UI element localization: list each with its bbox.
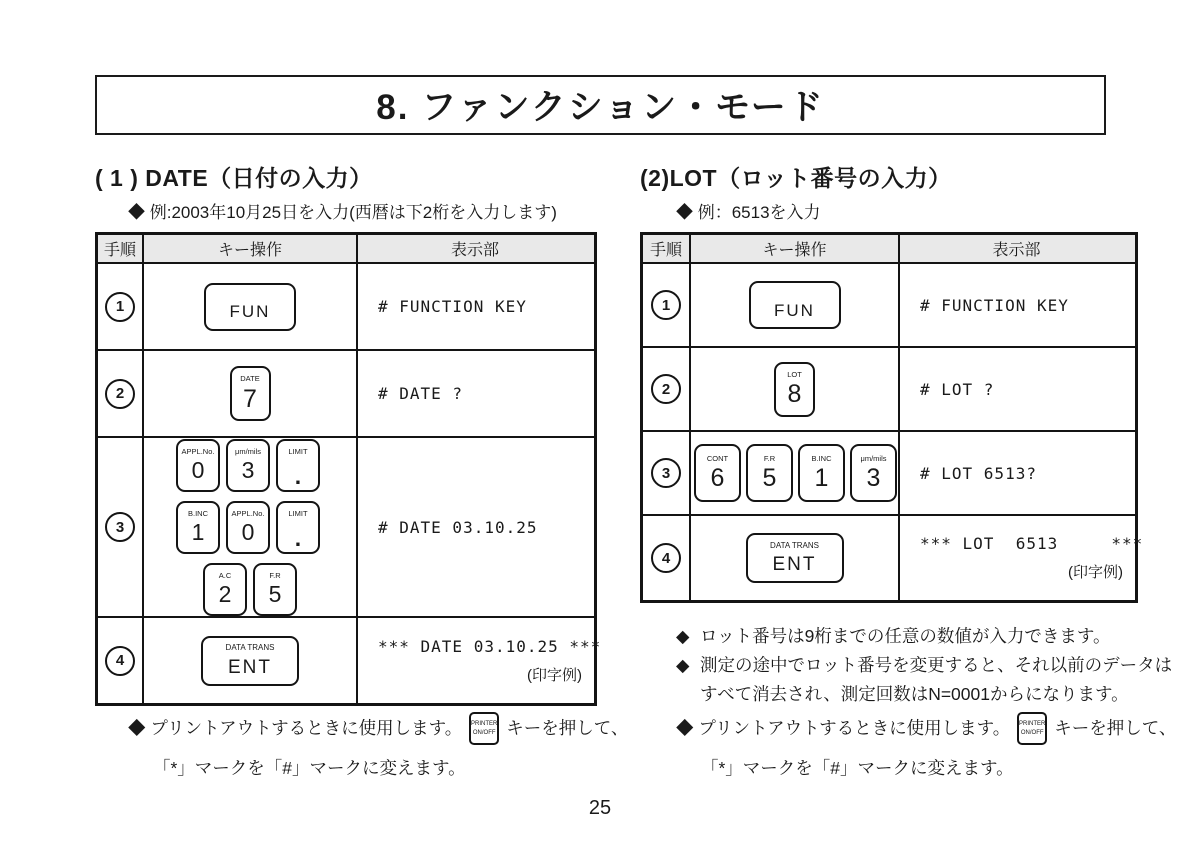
step-badge: 4 <box>651 543 681 573</box>
printer-note-right <box>676 712 1177 783</box>
digit-0-key: APPL.No. 0 <box>226 501 270 554</box>
col-header-display: 表示部 <box>450 242 499 259</box>
digit-5-key: F.R 5 <box>746 444 793 502</box>
note-text: 「*」マークを「#」マークに変えます。 <box>153 758 466 778</box>
printer-on-off-key-icon: PRINTER ON/OFF <box>469 712 499 745</box>
step-badge: 2 <box>651 374 681 404</box>
print-example-label: (印字例) <box>1068 564 1123 581</box>
digit-1-key: B.INC 1 <box>176 501 220 554</box>
table-row <box>98 618 602 703</box>
note-text: 「*」マークを「#」マークに変えます。 <box>701 758 1014 778</box>
section-example-date: ◆ 例:2003年10月25日を入力(西暦は下2桁を入力します) <box>128 203 557 222</box>
digit-5-key: F.R 5 <box>253 563 297 616</box>
col-header-step: 手順 <box>643 235 691 262</box>
date-procedure-table <box>95 232 602 706</box>
col-header-display: 表示部 <box>992 242 1041 259</box>
lot-note-2: ◆ 測定の途中でロット番号を変更すると、それ以前のデータはすべて消去され、測定回数はN=0001からになります。 <box>676 655 1173 704</box>
step-badge: 3 <box>651 458 681 488</box>
table-row <box>643 516 1144 600</box>
section-heading-date: ( 1 ) DATE（日付の入力） <box>95 165 373 191</box>
lcd-display-text: # DATE ? <box>378 384 464 403</box>
table-row <box>643 348 1135 432</box>
table-row <box>98 351 594 438</box>
note-text: ◆ プリントアウトするときに使用します。 <box>676 718 1011 738</box>
lot-8-key: LOT 8 <box>774 362 815 417</box>
step-badge: 1 <box>105 292 135 322</box>
step-badge: 3 <box>105 512 135 542</box>
digit-6-key: CONT 6 <box>694 444 741 502</box>
lot-note-1: ◆ ロット番号は9桁までの任意の数値が入力できます。 <box>676 626 1111 646</box>
ent-key: DATA TRANS ENT <box>201 636 299 686</box>
note-text: キーを押して、 <box>1054 718 1177 738</box>
table-row <box>643 264 1135 348</box>
digit-2-key: A.C 2 <box>203 563 247 616</box>
chapter-title: 8. ファンクション・モード <box>376 88 825 127</box>
col-header-key: キー操作 <box>144 235 358 262</box>
digit-3-key: μm/mils 3 <box>850 444 897 502</box>
table-row <box>643 432 1135 516</box>
lcd-display-text: *** LOT 6513 *** <box>920 534 1144 553</box>
digit-1-key: B.INC 1 <box>798 444 845 502</box>
digit-0-key: APPL.No. 0 <box>176 439 220 492</box>
step-badge: 2 <box>105 379 135 409</box>
lcd-display-text: # FUNCTION KEY <box>378 297 527 316</box>
decimal-point-key: LIMIT . <box>276 501 320 554</box>
lcd-display-text: *** DATE 03.10.25 *** <box>378 636 602 656</box>
lcd-display-text: # LOT 6513? <box>920 463 1037 483</box>
note-text: ◆ プリントアウトするときに使用します。 <box>128 718 463 738</box>
digit-key-group <box>144 439 356 616</box>
ent-key: DATA TRANS ENT <box>746 533 844 583</box>
chapter-title-box <box>95 75 1106 135</box>
section-heading-lot: (2)LOT（ロット番号の入力） <box>640 165 952 191</box>
fun-key: FUN <box>749 281 841 329</box>
fun-key: FUN <box>204 283 296 331</box>
lcd-display-text: # DATE 03.10.25 <box>378 517 538 537</box>
table-header-row <box>643 235 1135 264</box>
lcd-display-text: # FUNCTION KEY <box>920 295 1069 315</box>
section-example-lot: ◆ 例：6513を入力 <box>676 203 821 222</box>
table-header-row <box>98 235 594 264</box>
date-7-key: DATE 7 <box>230 366 271 421</box>
col-header-key: キー操作 <box>691 235 900 262</box>
printer-on-off-key-icon: PRINTER ON/OFF <box>1017 712 1047 745</box>
step-badge: 1 <box>651 290 681 320</box>
step-badge: 4 <box>105 646 135 676</box>
note-text: キーを押して、 <box>506 718 629 738</box>
col-header-step: 手順 <box>98 235 144 262</box>
print-example-label: (印字例) <box>527 666 582 684</box>
printer-note-left <box>128 712 629 783</box>
lot-procedure-table <box>640 232 1144 603</box>
decimal-point-key: LIMIT . <box>276 439 320 492</box>
digit-3-key: μm/mils 3 <box>226 439 270 492</box>
table-row <box>98 438 594 618</box>
table-row <box>98 264 594 351</box>
lcd-display-text: # LOT ? <box>920 379 995 399</box>
page-number: 25 <box>588 797 612 819</box>
